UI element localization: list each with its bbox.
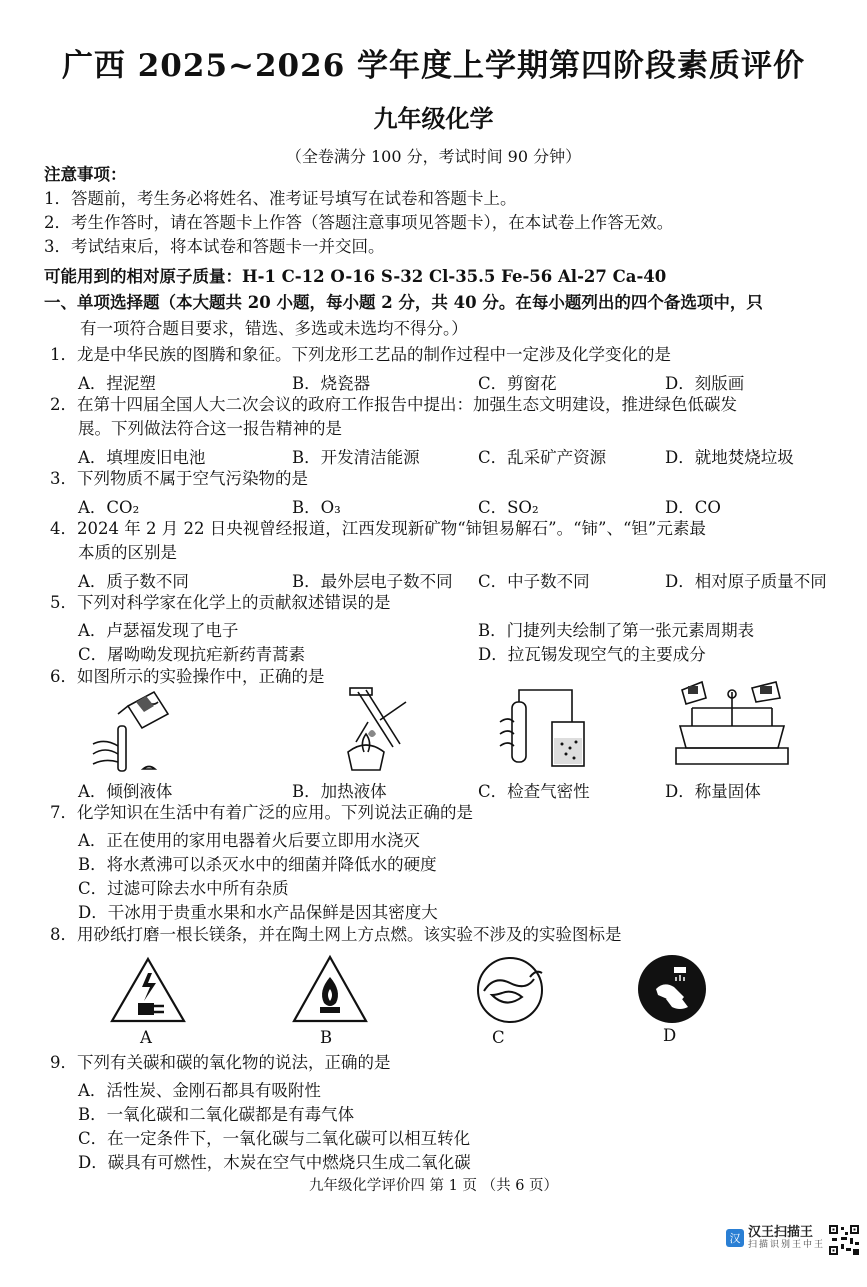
electrical-hazard-icon bbox=[108, 955, 188, 1025]
q3-option-b: B．O₃ bbox=[292, 498, 341, 517]
q6-stem: 6．如图所示的实验操作中，正确的是 bbox=[50, 667, 325, 686]
notice-item: 3．考试结束后，将本试卷和答题卡一并交回。 bbox=[44, 237, 385, 256]
atomic-masses: 可能用到的相对原子质量：H-1 C-12 O-16 S-32 Cl-35.5 Fe-56 Al-27 Ca-40 bbox=[44, 267, 667, 286]
q1-option-d: D．刻版画 bbox=[665, 374, 745, 393]
qr-code-icon bbox=[828, 1224, 860, 1256]
scanner-tagline: 扫描识别王中王 bbox=[748, 1240, 826, 1250]
q5-option-b: B．门捷列夫绘制了第一张元素周期表 bbox=[478, 621, 755, 640]
notice-heading: 注意事项： bbox=[44, 165, 127, 184]
q5-option-c: C．屠呦呦发现抗疟新药青蒿素 bbox=[78, 645, 306, 664]
q9-option-c: C．在一定条件下，一氧化碳与二氧化碳可以相互转化 bbox=[78, 1129, 471, 1148]
q2-option-d: D．就地焚烧垃圾 bbox=[665, 448, 794, 467]
q4-stem-cont: 本质的区别是 bbox=[78, 543, 177, 562]
q4-option-b: B．最外层电子数不同 bbox=[292, 572, 453, 591]
q6-option-b: B．加热液体 bbox=[292, 782, 387, 801]
q3-option-c: C．SO₂ bbox=[478, 498, 539, 517]
q9-option-a: A．活性炭、金刚石都具有吸附性 bbox=[78, 1081, 321, 1100]
q2-option-b: B．开发清洁能源 bbox=[292, 448, 420, 467]
q7-option-a: A．正在使用的家用电器着火后要立即用水浇灭 bbox=[78, 831, 420, 850]
q5-option-d: D．拉瓦锡发现空气的主要成分 bbox=[478, 645, 706, 664]
hot-surface-icon bbox=[470, 955, 550, 1025]
score-info: （全卷满分 100 分，考试时间 90 分钟） bbox=[285, 147, 582, 166]
exam-title: 广西 2025~2026 学年度上学期第四阶段素质评价 bbox=[61, 48, 806, 84]
q2-stem-cont: 展。下列做法符合这一报告精神的是 bbox=[78, 419, 342, 438]
q7-option-c: C．过滤可除去水中所有杂质 bbox=[78, 879, 289, 898]
wash-hands-icon bbox=[636, 953, 708, 1025]
q7-option-d: D．干冰用于贵重水果和水产品保鲜是因其密度大 bbox=[78, 903, 438, 922]
q7-stem: 7．化学知识在生活中有着广泛的应用。下列说法正确的是 bbox=[50, 803, 473, 822]
q2-option-a: A．填埋废旧电池 bbox=[78, 448, 206, 467]
q9-stem: 9．下列有关碳和碳的氧化物的说法，正确的是 bbox=[50, 1053, 391, 1072]
notice-item: 1．答题前，考生务必将姓名、准考证号填写在试卷和答题卡上。 bbox=[44, 189, 517, 208]
section-heading: 一、单项选择题（本大题共 20 小题，每小题 2 分，共 40 分。在每小题列出的四个备选项中，只 bbox=[44, 293, 763, 312]
section-note: 有一项符合题目要求，错选、多选或未选均不得分。） bbox=[80, 319, 468, 338]
q3-option-a: A．CO₂ bbox=[78, 498, 140, 517]
scanner-name: 汉王扫描王 bbox=[748, 1225, 814, 1240]
q1-option-b: B．烧瓷器 bbox=[292, 374, 371, 393]
q1-option-c: C．剪窗花 bbox=[478, 374, 557, 393]
q3-stem: 3．下列物质不属于空气污染物的是 bbox=[50, 469, 308, 488]
balance-illustration bbox=[672, 678, 792, 776]
q4-option-c: C．中子数不同 bbox=[478, 572, 590, 591]
scanner-watermark bbox=[726, 1225, 825, 1251]
q6-option-a: A．倾倒液体 bbox=[78, 782, 173, 801]
q9-option-b: B．一氧化碳和二氧化碳都是有毒气体 bbox=[78, 1105, 355, 1124]
exam-subtitle: 九年级化学 bbox=[373, 104, 494, 133]
q2-stem: 2．在第十四届全国人大二次会议的政府工作报告中提出：加强生态文明建设，推进绿色低碳发 bbox=[50, 395, 737, 414]
q8-label-b: B bbox=[320, 1028, 333, 1047]
q8-stem: 8．用砂纸打磨一根长镁条，并在陶土网上方点燃。该实验不涉及的实验图标是 bbox=[50, 925, 622, 944]
q8-label-a: A bbox=[140, 1028, 152, 1047]
q1-stem: 1．龙是中华民族的图腾和象征。下列龙形工艺品的制作过程中一定涉及化学变化的是 bbox=[50, 345, 671, 364]
heat-liquid-illustration bbox=[318, 682, 413, 779]
q3-option-d: D．CO bbox=[665, 498, 721, 517]
q2-option-c: C．乱采矿产资源 bbox=[478, 448, 607, 467]
q1-option-a: A．捏泥塑 bbox=[78, 374, 156, 393]
q6-option-d: D．称量固体 bbox=[665, 782, 761, 801]
q5-option-a: A．卢瑟福发现了电子 bbox=[78, 621, 239, 640]
q7-option-b: B．将水煮沸可以杀灭水中的细菌并降低水的硬度 bbox=[78, 855, 437, 874]
airtightness-check-illustration bbox=[490, 682, 590, 774]
flammable-icon bbox=[290, 953, 370, 1025]
q8-label-d: D bbox=[663, 1026, 677, 1045]
q4-option-a: A．质子数不同 bbox=[78, 572, 189, 591]
q6-option-c: C．检查气密性 bbox=[478, 782, 590, 801]
notice-item: 2．考生作答时，请在答题卡上作答（答题注意事项见答题卡），在本试卷上作答无效。 bbox=[44, 213, 674, 232]
scanner-logo-icon: 汉 bbox=[726, 1229, 744, 1247]
q8-label-c: C bbox=[492, 1028, 505, 1047]
q9-option-d: D．碳具有可燃性，木炭在空气中燃烧只生成二氧化碳 bbox=[78, 1153, 471, 1172]
page-footer: 九年级化学评价四 第 1 页 （共 6 页） bbox=[308, 1178, 559, 1194]
q4-stem: 4．2024 年 2 月 22 日央视曾经报道，江西发现新矿物“铈钽易解石”。“铈”、“钽”元素最 bbox=[50, 519, 706, 538]
pour-liquid-illustration bbox=[88, 684, 178, 779]
q4-option-d: D．相对原子质量不同 bbox=[665, 572, 827, 591]
q5-stem: 5．下列对科学家在化学上的贡献叙述错误的是 bbox=[50, 593, 391, 612]
